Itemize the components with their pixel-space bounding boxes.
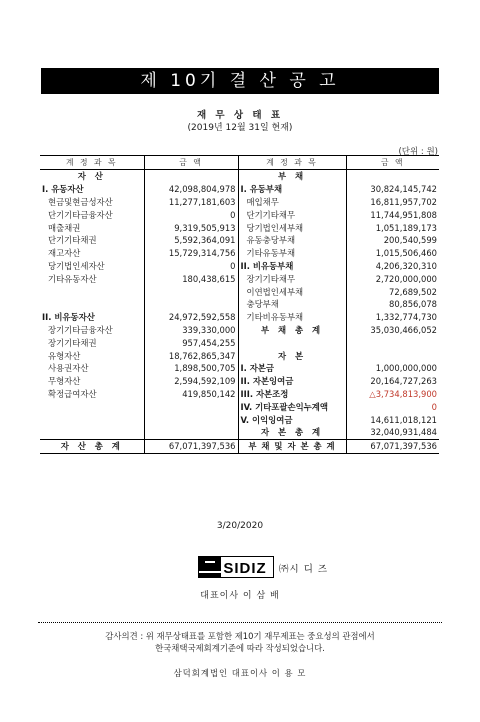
table-row [40, 426, 439, 439]
auditor-signature: 삼덕회계법인 대표이사 이 용 모 [173, 668, 307, 678]
svg-text:SIDIZ: SIDIZ [223, 560, 267, 577]
left-account-label: 기타유동자산 [40, 272, 144, 285]
right-account-label: 충당부채 [238, 298, 346, 311]
left-account-value: 5,592,364,091 [144, 234, 238, 247]
page-title: 제 10기 결 산 공 고 [41, 68, 439, 94]
right-account-value: 20,164,727,263 [370, 376, 437, 387]
table-row [40, 413, 439, 426]
left-account-label: I. 유동자산 [40, 183, 144, 196]
unit-label: (단위 : 원) [398, 147, 438, 157]
sidiz-logo [198, 556, 274, 578]
table-row [40, 336, 439, 349]
left-account-value [144, 400, 238, 413]
table-row [40, 234, 439, 247]
left-account-value: 0 [144, 260, 238, 273]
right-account-label: 자 본 [238, 349, 346, 362]
left-account-label [40, 426, 144, 439]
header-amount-right: 금 액 [346, 156, 439, 170]
left-account-label: 유형자산 [40, 349, 144, 362]
right-account-value: 1,015,506,460 [375, 248, 437, 259]
right-account-value: 1,000,000,000 [375, 363, 437, 374]
left-account-label [40, 400, 144, 413]
table-row [40, 400, 439, 413]
table-row [40, 260, 439, 273]
table-row [40, 349, 439, 362]
left-account-value: 9,319,505,913 [144, 221, 238, 234]
left-account-label: 매출채권 [40, 221, 144, 234]
header-amount-left: 금 액 [144, 156, 238, 170]
right-account-label: 매입채무 [238, 196, 346, 209]
grand-total-row [40, 439, 439, 453]
right-account-label: III. 자본조정 [238, 388, 346, 401]
left-account-label: 확정급여자산 [40, 388, 144, 401]
table-header-row [40, 156, 439, 170]
table-row [40, 375, 439, 388]
left-account-value [144, 285, 238, 298]
right-account-label: 기타유동부채 [238, 247, 346, 260]
right-account-value: 1,051,189,173 [375, 222, 437, 233]
left-account-value: 24,972,592,558 [144, 311, 238, 324]
right-account-label: I. 자본금 [238, 362, 346, 375]
company-name: ㈜시 디 즈 [279, 564, 329, 575]
audit-opinion-line-2: 한국채택국제회계기준에 따라 작성되었습니다. [155, 643, 325, 653]
audit-opinion-line-1: 감사의견 : 위 재무상태표를 포함한 제10기 재무제표는 중요성의 관점에서 [105, 631, 375, 641]
right-account-value [346, 349, 439, 362]
right-account-value: 14,611,018,121 [370, 414, 437, 425]
table-row [40, 183, 439, 196]
table-row [40, 298, 439, 311]
right-account-label: 유동충당부채 [238, 234, 346, 247]
left-account-value: 18,762,865,347 [144, 349, 238, 362]
left-account-value: 0 [144, 208, 238, 221]
table-row [40, 247, 439, 260]
right-account-label [238, 336, 346, 349]
right-account-label: II. 비유동부채 [238, 260, 346, 273]
left-account-label: 재고자산 [40, 247, 144, 260]
total-assets-value: 67,071,397,536 [144, 439, 238, 453]
statement-title: 재 무 상 태 표 [196, 110, 284, 121]
right-account-value: 4,206,320,310 [375, 260, 437, 271]
left-account-label [40, 413, 144, 426]
right-account-label: 장기기타채무 [238, 272, 346, 285]
left-account-value: 1,898,500,705 [144, 362, 238, 375]
right-account-value: 2,720,000,000 [375, 273, 437, 284]
header-account-left: 계 정 과 목 [40, 156, 144, 170]
left-account-value: 339,330,000 [144, 324, 238, 337]
table-body [40, 170, 439, 440]
right-account-label: 부 채 [238, 170, 346, 183]
table-row [40, 208, 439, 221]
left-account-value: 15,729,314,756 [144, 247, 238, 260]
left-account-value [144, 426, 238, 439]
left-account-value [144, 413, 238, 426]
table-row [40, 285, 439, 298]
left-account-value: 957,454,255 [144, 336, 238, 349]
right-account-value: 72,689,502 [389, 286, 437, 297]
table-row [40, 170, 439, 183]
left-account-label: 장기기타채권 [40, 336, 144, 349]
closing-date: 3/20/2020 [216, 521, 264, 531]
left-account-label: 무형자산 [40, 375, 144, 388]
header-account-right: 계 정 과 목 [238, 156, 346, 170]
left-account-label: 당기법인세자산 [40, 260, 144, 273]
right-account-value: 0 [431, 401, 437, 412]
audit-opinion [0, 630, 480, 654]
right-account-label: IV. 기타포괄손익누계액 [238, 400, 346, 413]
right-account-value: 80,856,078 [389, 299, 437, 310]
right-account-value: 200,540,599 [383, 235, 437, 246]
left-account-label [40, 285, 144, 298]
left-account-value: 42,098,804,978 [144, 183, 238, 196]
right-account-value: 35,030,466,052 [370, 324, 437, 335]
right-account-label: II. 자본잉여금 [238, 375, 346, 388]
left-account-value [144, 298, 238, 311]
total-assets-label: 자 산 총 계 [40, 439, 144, 453]
company-ceo: 대표이사 이 삼 배 [200, 591, 280, 601]
table-row [40, 272, 439, 285]
left-account-label: 현금및현금성자산 [40, 196, 144, 209]
left-account-value: 419,850,142 [144, 388, 238, 401]
right-account-label: 부 채 총 계 [238, 324, 346, 337]
table-row [40, 324, 439, 337]
statement-date: (2019년 12월 31일 현재) [187, 123, 293, 133]
right-account-label: 기타비유동부채 [238, 311, 346, 324]
left-account-label: 단기기타금융자산 [40, 208, 144, 221]
right-account-value: △3,734,813,900 [369, 388, 437, 399]
left-account-value [144, 170, 238, 183]
right-account-value: 11,744,951,808 [370, 209, 437, 220]
left-account-value: 11,277,181,603 [144, 196, 238, 209]
dotted-divider [38, 622, 442, 623]
right-account-label: I. 유동부채 [238, 183, 346, 196]
right-account-label: 단기기타채무 [238, 208, 346, 221]
right-account-value: 1,332,774,730 [375, 312, 437, 323]
table-row [40, 362, 439, 375]
right-account-value [346, 336, 439, 349]
table-row [40, 196, 439, 209]
left-account-label: 사용권자산 [40, 362, 144, 375]
table-row [40, 221, 439, 234]
right-account-value: 32,040,931,484 [370, 427, 437, 438]
balance-sheet-table [40, 155, 439, 454]
table-row [40, 388, 439, 401]
left-account-value: 180,438,615 [144, 272, 238, 285]
left-account-label: 장기기타금융자산 [40, 324, 144, 337]
right-account-value: 30,824,145,742 [370, 184, 437, 195]
left-account-label [40, 298, 144, 311]
right-account-label: 자 본 총 계 [238, 426, 346, 439]
right-account-label: 당기법인세부채 [238, 221, 346, 234]
right-account-value: 16,811,957,702 [370, 196, 437, 207]
left-account-value: 2,594,592,109 [144, 375, 238, 388]
total-liab-equity-value: 67,071,397,536 [346, 439, 439, 453]
right-account-label: V. 이익잉여금 [238, 413, 346, 426]
right-account-value [346, 170, 439, 183]
left-account-label: 자 산 [40, 170, 144, 183]
left-account-label: 단기기타채권 [40, 234, 144, 247]
table-row [40, 311, 439, 324]
total-liab-equity-label: 부 채 및 자 본 총 계 [238, 439, 346, 453]
left-account-label: II. 비유동자산 [40, 311, 144, 324]
right-account-label: 이연법인세부채 [238, 285, 346, 298]
